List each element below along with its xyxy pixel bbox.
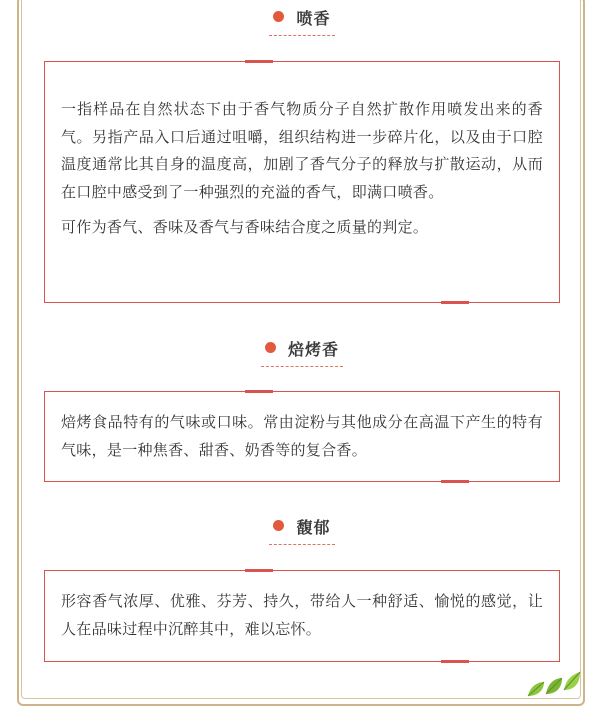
bullet-dot-icon [273, 520, 284, 531]
box-tick-top [245, 390, 273, 393]
box-tick-bottom [441, 660, 469, 663]
definition-box-fuyu [44, 570, 560, 662]
definition-paragraph: 焙烤食品特有的气味或口味。常由淀粉与其他成分在高温下产生的特有气味，是一种焦香、甜香、奶香等的复合香。 [61, 413, 543, 459]
definition-paragraph: 形容香气浓厚、优雅、芬芳、持久，带给人一种舒适、愉悦的感觉，让人在品味过程中沉醉其中，难以忘怀。 [61, 592, 543, 638]
section-title: 喷香 [296, 9, 331, 28]
section-title: 焙烤香 [287, 340, 339, 359]
definition-box-beikaoxiang [44, 391, 560, 482]
definition-paragraph: 可作为香气、香味及香气与香味结合度之质量的判定。 [61, 218, 429, 236]
section-title: 馥郁 [296, 518, 331, 537]
bullet-dot-icon [265, 342, 276, 353]
box-tick-bottom [441, 480, 469, 483]
box-tick-top [245, 569, 273, 572]
bullet-dot-icon [273, 11, 284, 22]
leaf-decoration-icon [524, 668, 582, 700]
section-heading-beikaoxiang [0, 337, 604, 367]
section-heading-fuyu [0, 515, 604, 545]
definition-box-penxiang [44, 61, 560, 303]
box-tick-bottom [441, 301, 469, 304]
definition-paragraph: 一指样品在自然状态下由于香气物质分子自然扩散作用喷发出来的香气。另指产品入口后通过咀嚼，组织结构进一步碎片化，以及由于口腔温度通常比其自身的温度高，加剧了香气分子的释放与扩散运动，从而在口腔中感受到了一种强烈的充溢的香气，即满口喷香。 [61, 100, 543, 201]
box-tick-top [245, 60, 273, 63]
section-heading-penxiang [0, 6, 604, 36]
